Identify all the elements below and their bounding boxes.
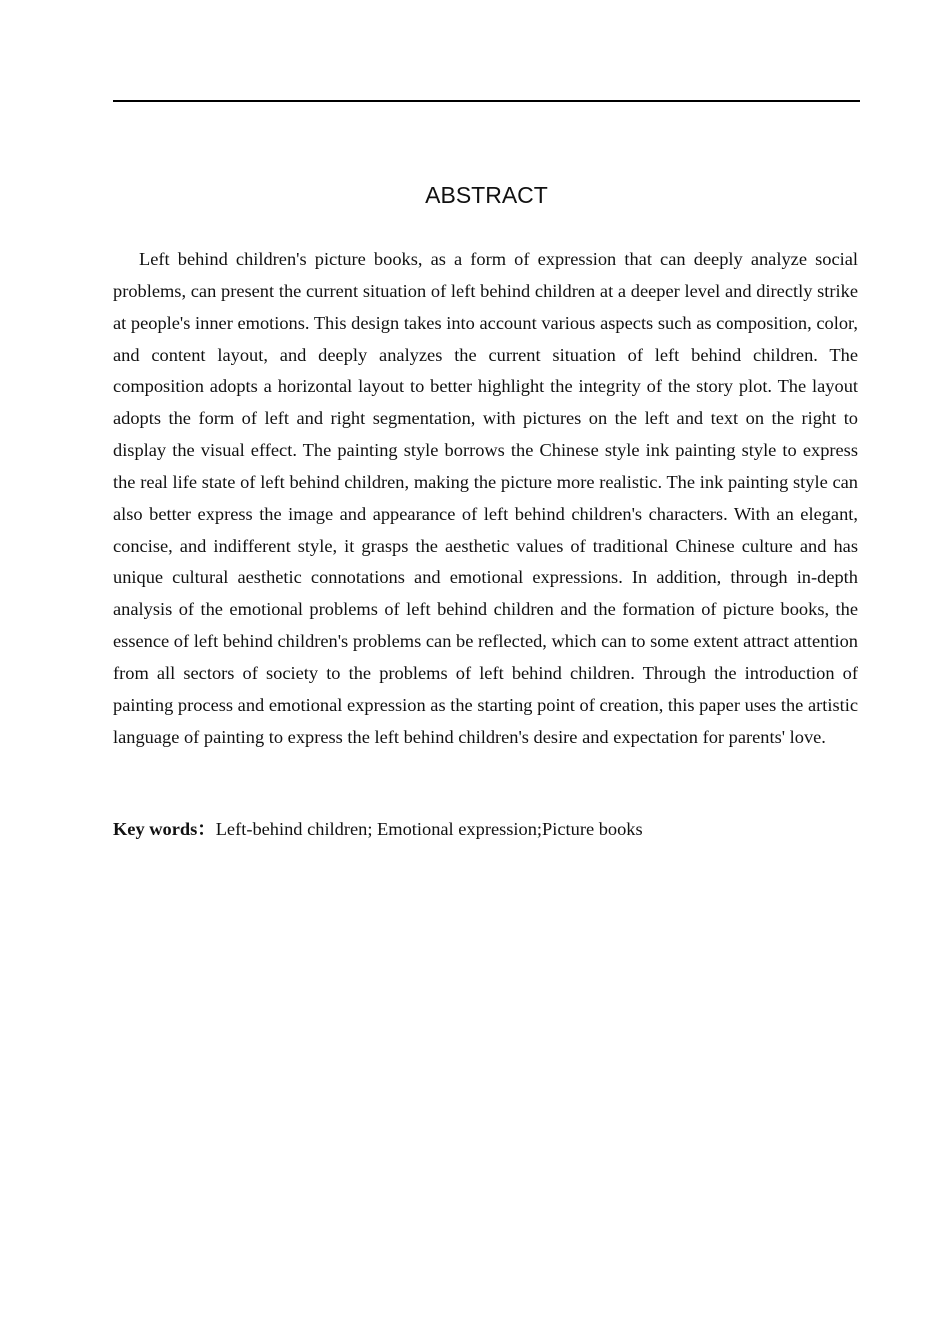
keywords-line [113, 814, 858, 844]
header-rule [113, 100, 860, 102]
keywords-label: Key words： [113, 819, 216, 839]
abstract-paragraph: Left behind children's picture books, as a form of expression that can deeply analyze social problems, can present the current situation of left behind children at a deeper level and directly strike at people's inner emotions. This design takes into account various aspects such as composition, color, and content layout, and deeply analyzes the current situation of left behind children. The composition adopts a horizontal layout to better highlight the integrity of the story plot. The layout adopts the form of left and right segmentation, with pictures on the left and text on the right to display the visual effect. The painting style borrows the Chinese style ink painting style to express the real life state of left behind children, making the picture more realistic. The ink painting style can also better express the image and appearance of left behind children's characters. With an elegant, concise, and indifferent style, it grasps the aesthetic values of traditional Chinese culture and has unique cultural aesthetic connotations and emotional expressions. In addition, through in-depth analysis of the emotional problems of left behind children and the formation of picture books, the essence of left behind children's problems can be reflected, which can to some extent attract attention from all sectors of society to the problems of left behind children. Through the introduction of painting process and emotional expression as the starting point of creation, this paper uses the artistic language of painting to express the left behind children's desire and expectation for parents' love. [113, 249, 858, 747]
keywords-value: Left-behind children; Emotional expression;Picture books [215, 819, 643, 839]
abstract-title: ABSTRACT [425, 182, 548, 208]
